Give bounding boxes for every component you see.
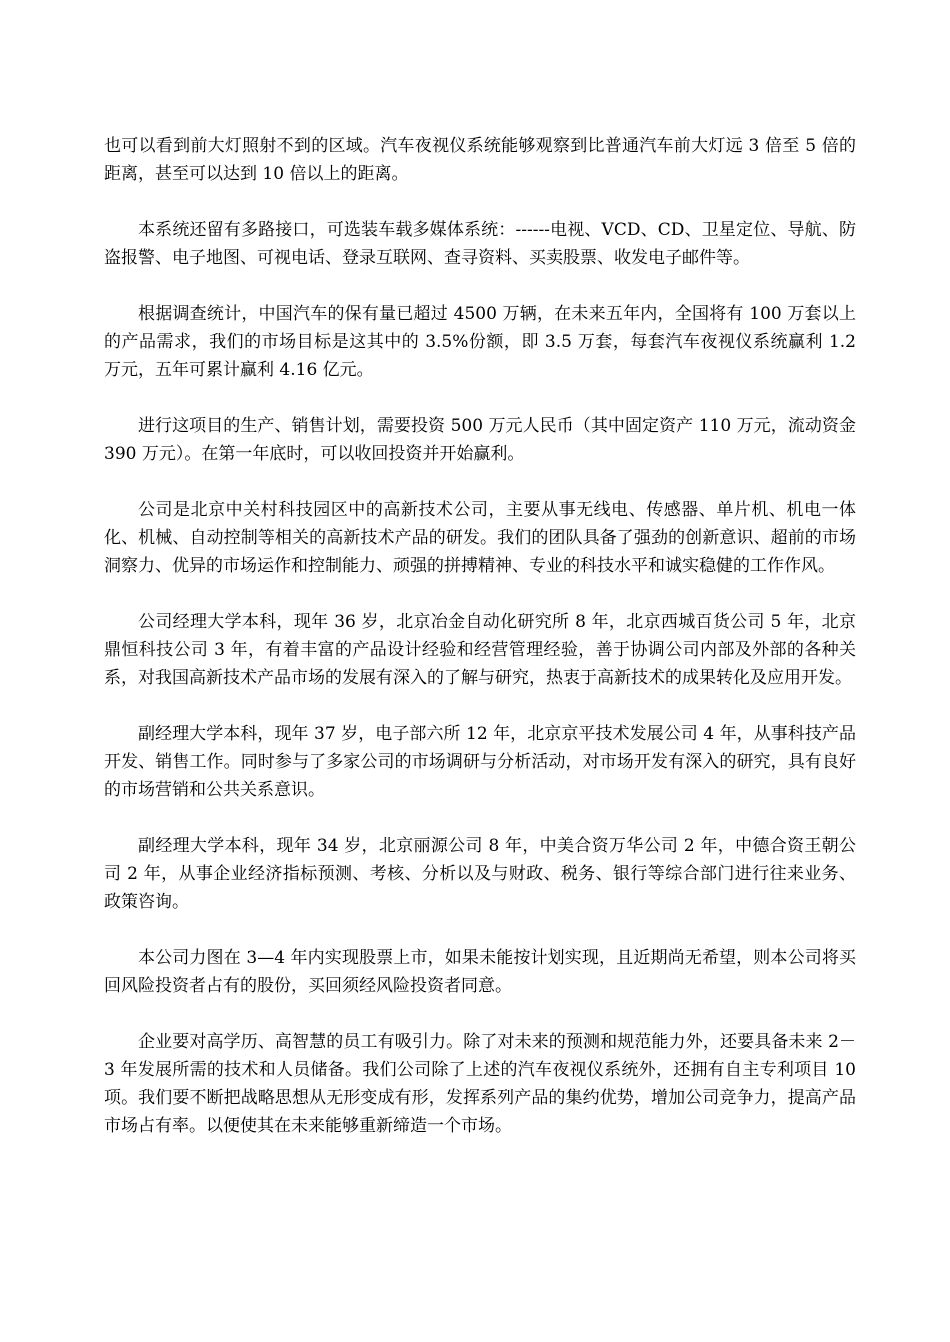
paragraph-night-vision-range: 也可以看到前大灯照射不到的区域。汽车夜视仪系统能够观察到比普通汽车前大灯远 3 倍至 5 倍的距离，甚至可以达到 10 倍以上的距离。 (104, 136, 856, 184)
paragraph-deputy-manager-2: 副经理大学本科，现年 34 岁，北京丽源公司 8 年，中美合资万华公司 2 年，中德合资王朝公司 2 年，从事企业经济指标预测、考核、分析以及与财政、税务、银行等综合部门进行往来业务、政策咨询。 (104, 836, 856, 912)
paragraph-general-manager: 公司经理大学本科，现年 36 岁，北京冶金自动化研究所 8 年，北京西城百货公司 5 年，北京鼎恒科技公司 3 年，有着丰富的产品设计经验和经营管理经验，善于协调公司内部及外部的各种关系，对我国高新技术产品市场的发展有深入的了解与研究，热衷于高新技术的成果转化及应用开发。 (104, 612, 856, 688)
paragraph-company-profile: 公司是北京中关村科技园区中的高新技术公司，主要从事无线电、传感器、单片机、机电一体化、机械、自动控制等相关的高新技术产品的研发。我们的团队具备了强劲的创新意识、超前的市场洞察力、优异的市场运作和控制能力、顽强的拼搏精神、专业的科技水平和诚实稳健的工作作风。 (104, 500, 856, 576)
document-body (104, 132, 856, 1168)
paragraph-multimedia-interfaces: 本系统还留有多路接口，可选装车载多媒体系统：------电视、VCD、CD、卫星定位、导航、防盗报警、电子地图、可视电话、登录互联网、查寻资料、买卖股票、收发电子邮件等。 (104, 220, 856, 268)
paragraph-market-statistics: 根据调查统计，中国汽车的保有量已超过 4500 万辆，在未来五年内，全国将有 100 万套以上的产品需求，我们的市场目标是这其中的 3.5%份额，即 3.5 万套，每套汽车夜视仪系统赢利 1.2 万元，五年可累计赢利 4.16 亿元。 (104, 304, 856, 380)
paragraph-listing-plan: 本公司力图在 3—4 年内实现股票上市，如果未能按计划实现，且近期尚无希望，则本公司将买回风险投资者占有的股份，买回须经风险投资者同意。 (104, 948, 856, 996)
paragraph-investment-plan: 进行这项目的生产、销售计划，需要投资 500 万元人民币（其中固定资产 110 万元，流动资金 390 万元）。在第一年底时，可以收回投资并开始赢利。 (104, 416, 856, 464)
paragraph-talent-strategy: 企业要对高学历、高智慧的员工有吸引力。除了对未来的预测和规范能力外，还要具备未来 2－3 年发展所需的技术和人员储备。我们公司除了上述的汽车夜视仪系统外，还拥有自主专利项目 10 项。我们要不断把战略思想从无形变成有形，发挥系列产品的集约优势，增加公司竞争力，提高产品市场占有率。以便使其在未来能够重新缔造一个市场。 (104, 1032, 856, 1136)
paragraph-deputy-manager-1: 副经理大学本科，现年 37 岁，电子部六所 12 年，北京京平技术发展公司 4 年，从事科技产品开发、销售工作。同时参与了多家公司的市场调研与分析活动，对市场开发有深入的研究，具有良好的市场营销和公共关系意识。 (104, 724, 856, 800)
